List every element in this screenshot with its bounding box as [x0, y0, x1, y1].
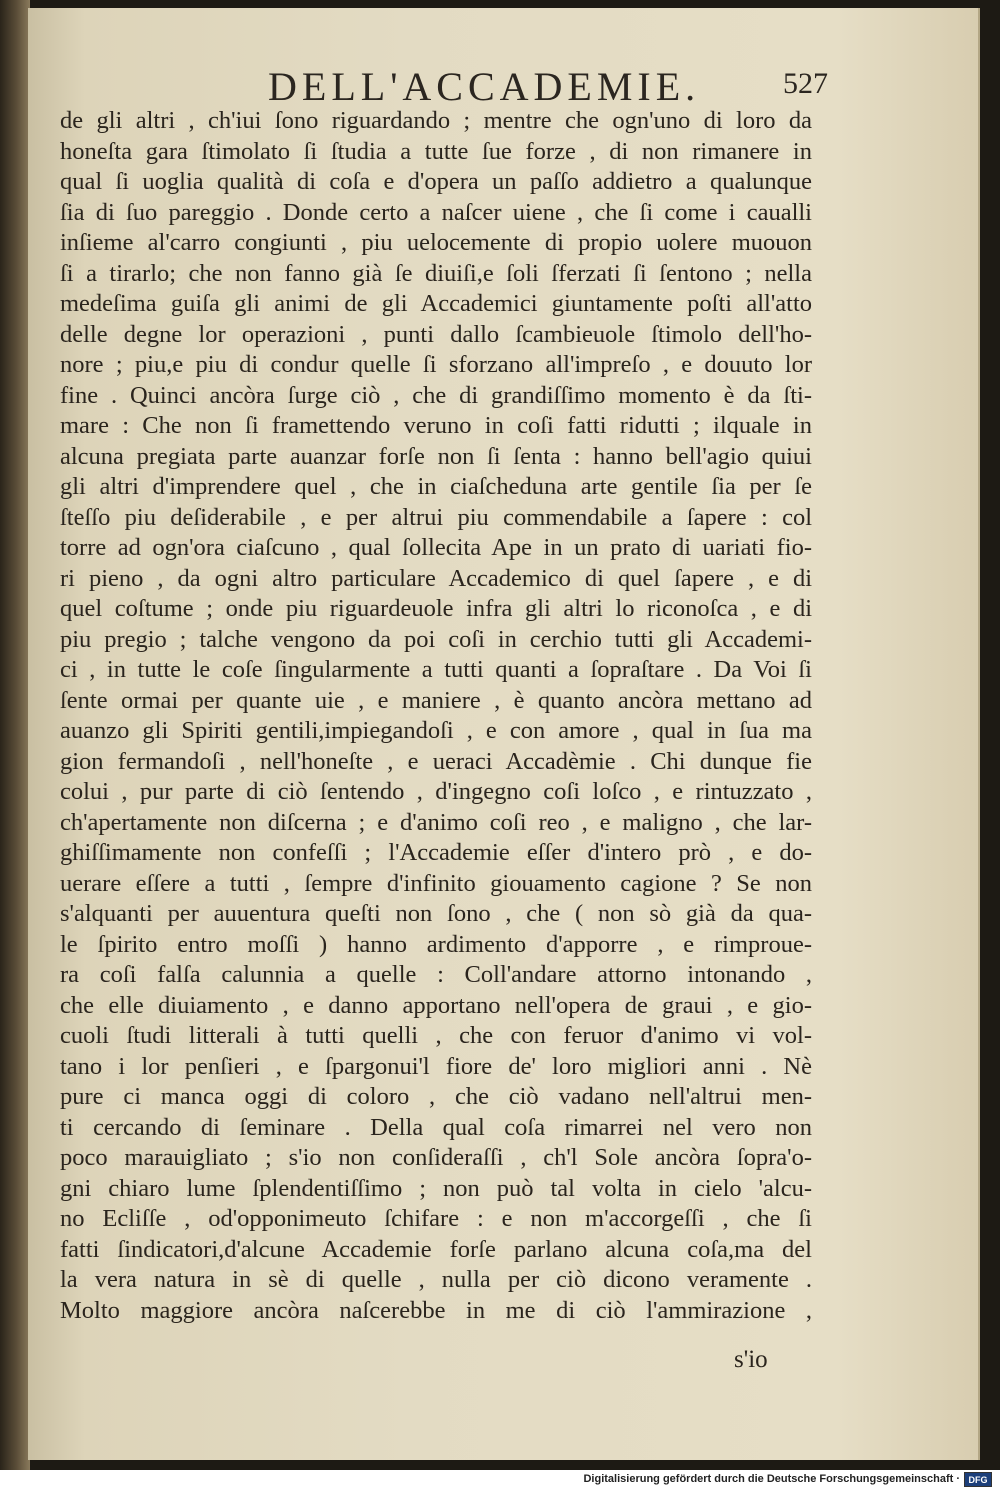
body-text: [60, 106, 812, 1326]
text-line: fine . Quinci ancòra ſurge ciò , che di grandiſſimo momento è da ſti-: [60, 381, 812, 409]
text-line: le ſpirito entro moſſi ) hanno ardimento d'apporre , e rimproue-: [60, 930, 812, 958]
text-line: quel coſtume ; onde piu riguardeuole infra gli altri lo riconoſca , e di: [60, 595, 812, 622]
text-line: pure ci manca oggi di coloro , che ciò vadano nell'altrui men-: [60, 1083, 812, 1110]
text-line: no Ecliſſe , od'opponimeuto ſchifare : e non m'accorgeſſi , che ſi: [60, 1205, 812, 1232]
text-line: la vera natura in sè di quelle , nulla per ciò dicono veramente .: [60, 1266, 812, 1293]
text-line: tano i lor penſieri , e ſpargonui'l fiore de' loro migliori anni . Nè: [60, 1052, 812, 1080]
text-line: uerare eſſere a tutti , ſempre d'infinito giouamento cagione ? Se non: [60, 869, 812, 897]
text-line: medeſima guiſa gli animi de gli Accademici giuntamente poſti all'atto: [60, 290, 812, 317]
text-line: s'alquanti per auuentura queſti non ſono , che ( non sò già da qua-: [60, 900, 812, 927]
text-line: ſi a tirarlo; che non fanno già ſe diuiſi,e ſoli ſferzati ſi ſentono ; nella: [60, 259, 812, 287]
dfg-logo: DFG: [964, 1472, 992, 1487]
text-line: ra coſi falſa calunnia a quelle : Coll'andare attorno intonando ,: [60, 961, 812, 988]
text-line: ri pieno , da ogni altro particulare Accademico di quel ſapere , e di: [60, 564, 812, 592]
text-line: de gli altri , ch'iui ſono riguardando ; mentre che ogn'uno di loro da: [60, 107, 812, 134]
text-line: torre ad ogn'ora ciaſcuno , qual ſollecita Ape in un prato di uariati fio-: [60, 534, 812, 561]
text-line: fatti ſindicatori,d'alcune Accademie forſe parlano alcuna coſa,ma del: [60, 1235, 812, 1263]
text-line: ſteſſo piu deſiderabile , e per altrui piu commendabile a ſapere : col: [60, 503, 812, 531]
text-line: gli altri d'imprendere quel , che in ciaſcheduna arte gentile ſia per ſe: [60, 473, 812, 500]
text-line: cuoli ſtudi litterali à tutti quelli , che con feruor d'animo vi vol-: [60, 1022, 812, 1049]
page-header: [268, 63, 828, 111]
text-line: qual ſi uoglia qualità di coſa e d'opera un paſſo addietro a qualunque: [60, 168, 812, 195]
text-line: ſente ormai per quante uie , e maniere , è quanto ancòra mettano ad: [60, 686, 812, 714]
text-line: ſia di ſuo pareggio . Donde certo a naſcer uiene , che ſi come i caualli: [60, 198, 812, 226]
page-number: 527: [783, 67, 828, 100]
text-line: nore ; piu,e piu di condur quelle ſi sforzano all'impreſo , e douuto lor: [60, 351, 812, 378]
text-line: gni chiaro lume ſplendentiſſimo ; non può tal volta in cielo 'alcu-: [60, 1174, 812, 1202]
running-title: DELL'ACCADEMIE.: [268, 64, 701, 109]
footer-bar: [0, 1470, 1000, 1491]
text-line: alcuna pregiata parte auanzar forſe non ſi ſenta : hanno bell'agio quiui: [60, 442, 812, 470]
text-line: delle degne lor operazioni , punti dallo ſcambieuole ſtimolo dell'ho-: [60, 320, 812, 348]
catchword: s'io: [734, 1346, 768, 1373]
text-line: ti cercando di ſeminare . Della qual coſa rimarrei nel vero non: [60, 1113, 812, 1141]
book-spine: [0, 0, 30, 1470]
text-line: ch'apertamente non diſcerna ; e d'animo coſi reo , e maligno , che lar-: [60, 808, 812, 836]
text-line: honeſta gara ſtimolato ſi ſtudia a tutte ſue forze , di non rimanere in: [60, 137, 812, 165]
text-line: che elle diuiamento , e danno apportano nell'opera de graui , e gio-: [60, 991, 812, 1019]
text-line: mare : Che non ſi framettendo veruno in coſi fatti ridutti ; ilquale in: [60, 412, 812, 439]
text-line: inſieme al'carro congiunti , piu uelocemente di propio uolere muouon: [60, 229, 812, 256]
footer-credit: Digitalisierung gefördert durch die Deutsche Forschungsgemeinschaft ·: [583, 1473, 960, 1485]
text-line: colui , pur parte di ciò ſentendo , d'ingegno coſi loſco , e rintuzzato ,: [60, 778, 812, 805]
text-line: Molto maggiore ancòra naſcerebbe in me di ciò l'ammirazione ,: [60, 1296, 812, 1324]
text-line: auanzo gli Spiriti gentili,impiegandoſi , e con amore , qual in ſua ma: [60, 717, 812, 744]
text-line: ci , in tutte le coſe ſingularmente a tutti quanti a ſopraſtare . Da Voi ſi: [60, 656, 812, 683]
text-line: piu pregio ; talche vengono da poi coſi in cerchio tutti gli Accademi-: [60, 625, 812, 653]
text-line: poco marauigliato ; s'io non conſideraſſi , ch'l Sole ancòra ſopra'o-: [60, 1144, 812, 1171]
text-line: gion fermandoſi , nell'honeſte , e ueraci Accadèmie . Chi dunque fie: [60, 747, 812, 775]
text-line: ghiſſimamente non confeſſi ; l'Accademie eſſer d'intero prò , e do-: [60, 839, 812, 866]
